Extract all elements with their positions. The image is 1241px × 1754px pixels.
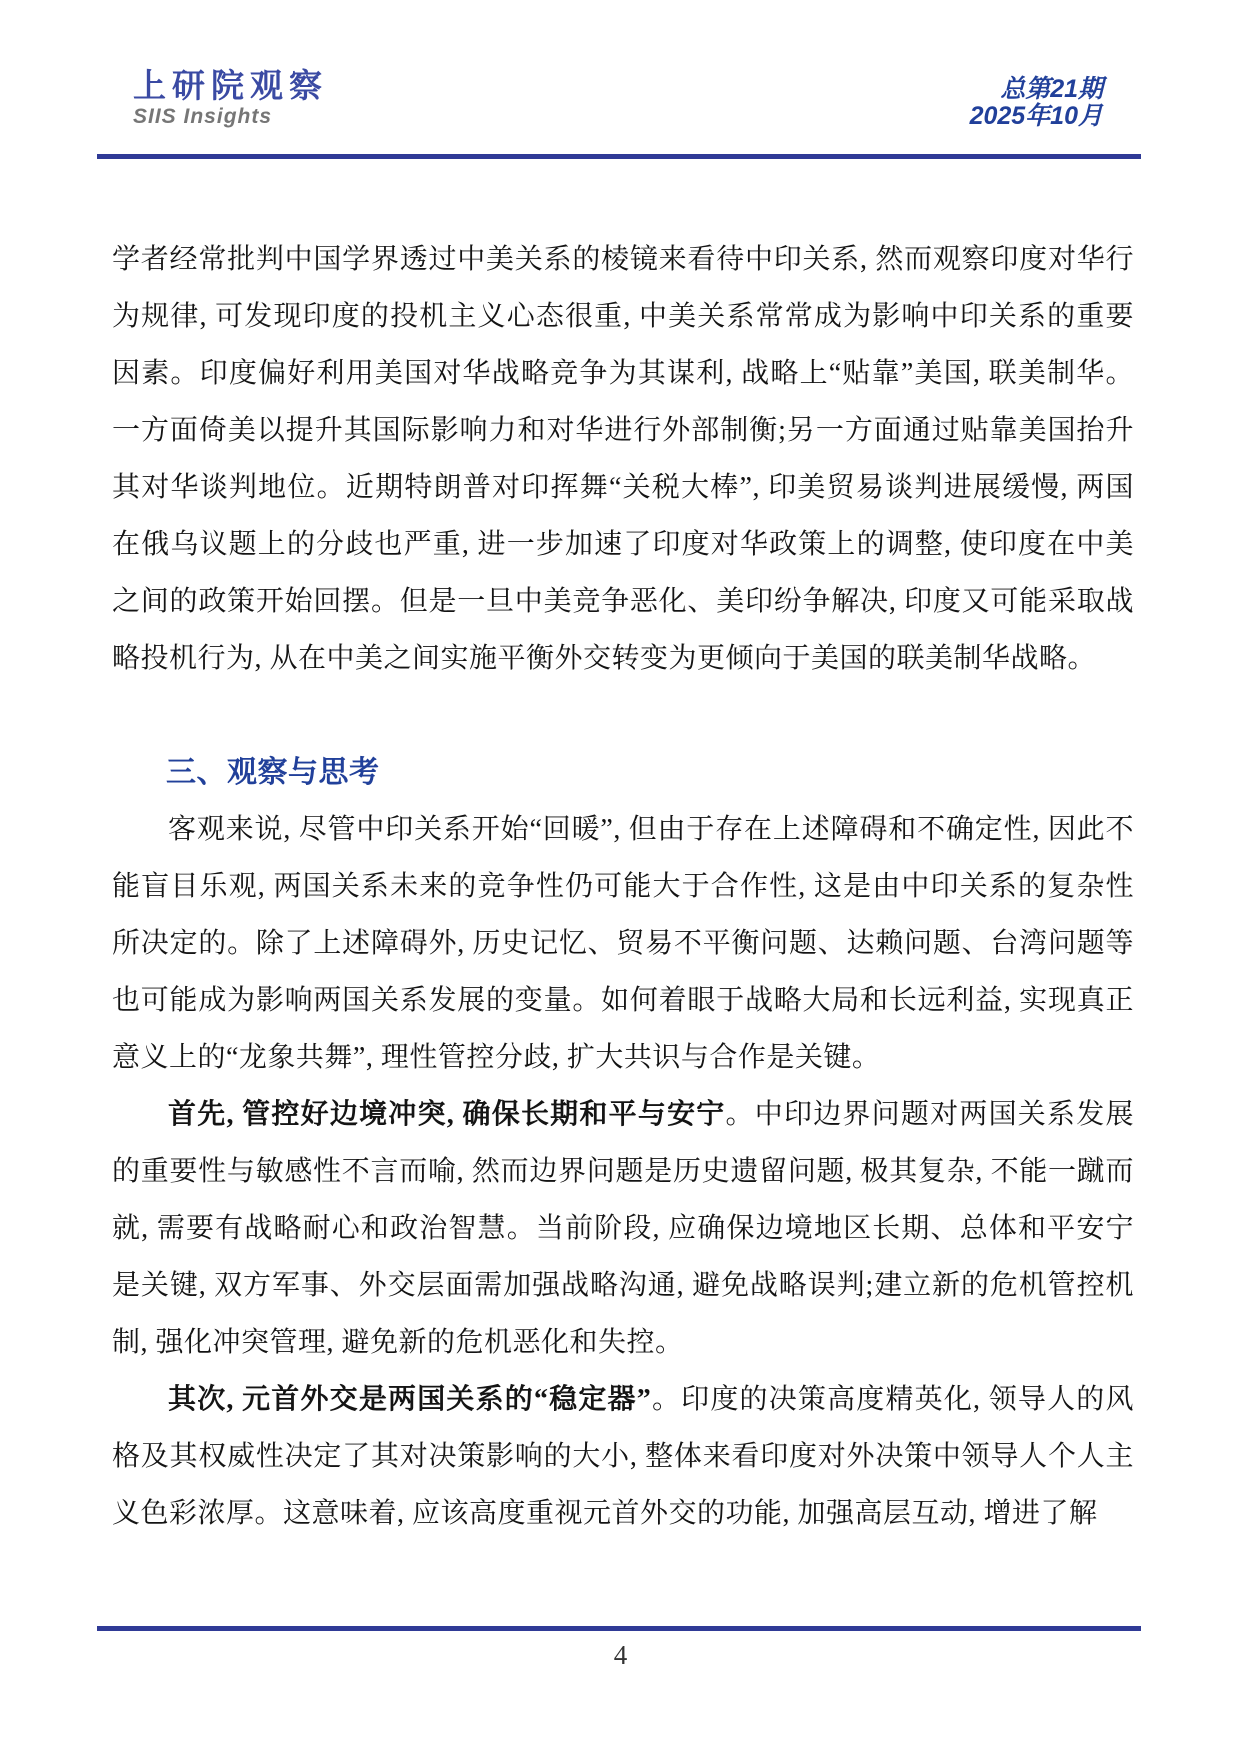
paragraph-bold-lead: 其次, 元首外交是两国关系的“稳定器” [168,1384,652,1415]
siis-logo [133,68,328,129]
paragraph [112,1086,1134,1371]
issue-info [970,76,1103,130]
issue-number: 总第21期 [1000,75,1103,103]
footer-divider [97,1626,1141,1631]
logo-english-title: SIIS Insights [133,105,273,128]
section-heading: 三、观察与思考 [166,756,380,789]
paragraph [112,801,1134,1086]
paragraph [112,231,1134,687]
paragraph [112,1371,1134,1542]
paragraph-text-run: 客观来说, 尽管中印关系开始“回暖”, 但由于存在上述障碍和不确定性, 因此不能盲目乐观, 两国关系未来的竞争性仍可能大于合作性, 这是由中印关系的复杂性所决定的。除了上述障碍外, 历史记忆、贸易不平衡问题、达赖问题、台湾问题等也可能成为影响两国关系发展的变量。如何着眼于战略大局和长远利益, 实现真正意义上的“龙象共舞”, 理性管控分歧, 扩大共识与合作是关键。 [112,814,1134,1073]
content-sections [112,231,1134,1542]
paragraph-text-run: 。中印边界问题对两国关系发展的重要性与敏感性不言而喻, 然而边界问题是历史遗留问题, 极其复杂, 不能一蹴而就, 需要有战略耐心和政治智慧。当前阶段, 应确保边境地区长期、总体和平安宁是关键, 双方军事、外交层面需加强战略沟通, 避免战略误判;建立新的危机管控机制, 强化冲突管理, 避免新的危机恶化和失控。 [112,1099,1134,1358]
paragraph-bold-lead: 首先, 管控好边境冲突, 确保长期和平与安宁 [168,1099,726,1130]
paragraph-text-run: 。印度的决策高度精英化, 领导人的风格及其权威性决定了其对决策影响的大小, 整体来看印度对外决策中领导人个人主义色彩浓厚。这意味着, 应该高度重视元首外交的功能, 加强高层互动, 增进了解 [112,1384,1134,1529]
paragraph-text-run: 学者经常批判中国学界透过中美关系的棱镜来看待中印关系, 然而观察印度对华行为规律, 可发现印度的投机主义心态很重, 中美关系常常成为影响中印关系的重要因素。印度偏好利用美国对华战略竞争为其谋利, 战略上“贴靠”美国, 联美制华。一方面倚美以提升其国际影响力和对华进行外部制衡;另一方面通过贴靠美国抬升其对华谈判地位。近期特朗普对印挥舞“关税大棒”, 印美贸易谈判进展缓慢, 两国在俄乌议题上的分歧也严重, 进一步加速了印度对华政策上的调整, 使印度在中美之间的政策开始回摆。但是一旦中美竞争恶化、美印纷争解决, 印度又可能采取战略投机行为, 从在中美之间实施平衡外交转变为更倾向于美国的联美制华战略。 [112,244,1134,674]
logo-chinese-title: 上研院观察 [133,66,328,105]
page-number: 4 [613,1640,628,1670]
header-divider [97,154,1141,159]
issue-date: 2025年10月 [969,102,1103,130]
